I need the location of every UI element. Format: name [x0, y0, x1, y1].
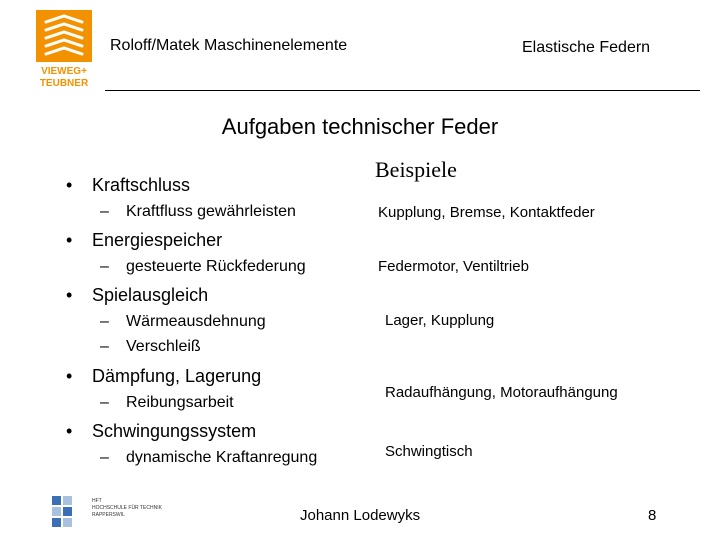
example-5: Schwingtisch [385, 443, 473, 460]
dash-marker: – [100, 203, 109, 220]
header-right-title: Elastische Federn [522, 39, 651, 56]
sub-item-1-1 [100, 203, 296, 221]
bullet-label: Dämpfung, Lagerung [92, 366, 262, 386]
bullet-label: Energiespeicher [92, 230, 223, 250]
bullet-item-4 [66, 366, 261, 387]
sub-item-2-1 [100, 258, 306, 276]
bullet-marker: • [66, 230, 73, 250]
bullet-item-5 [66, 421, 256, 442]
example-4: Radaufhängung, Motoraufhängung [385, 384, 618, 401]
sub-label: Kraftfluss gewährleisten [126, 203, 296, 220]
school-logo [52, 494, 182, 530]
bullet-marker: • [66, 421, 73, 441]
logo-text-2: TEUBNER [39, 78, 89, 89]
examples-heading: Beispiele [375, 157, 457, 182]
bullet-label: Spielausgleich [92, 285, 209, 305]
bullet-label: Kraftschluss [92, 175, 191, 195]
footer-author: Johann Lodewyks [300, 507, 421, 524]
sub-item-3-2 [100, 338, 201, 356]
header-left-title: Roloff/Matek Maschinenelemente [110, 37, 348, 54]
school-logo-line-1: HFT [92, 498, 102, 504]
slide-title: Aufgaben technischer Feder [221, 114, 499, 139]
example-2: Federmotor, Ventiltrieb [378, 258, 529, 275]
bullet-item-1 [66, 175, 190, 196]
bullet-marker: • [66, 175, 73, 195]
logo-text-1: VIEWEG+ [41, 66, 87, 77]
bullet-marker: • [66, 285, 73, 305]
page-number: 8 [648, 507, 657, 524]
bullet-item-2 [66, 230, 222, 251]
bullet-marker: • [66, 366, 73, 386]
sub-item-3-1 [100, 313, 266, 331]
publisher-logo [36, 10, 92, 90]
sub-label: Reibungsarbeit [126, 394, 234, 411]
dash-marker: – [100, 449, 109, 466]
sub-item-4-1 [100, 394, 234, 412]
sub-label: Verschleiß [126, 338, 201, 355]
example-3: Lager, Kupplung [385, 312, 495, 329]
dash-marker: – [100, 258, 109, 275]
dash-marker: – [100, 338, 109, 355]
example-1: Kupplung, Bremse, Kontaktfeder [378, 204, 595, 221]
header-divider [105, 90, 700, 91]
dash-marker: – [100, 394, 109, 411]
school-logo-line-2: HOCHSCHULE FÜR TECHNIK [92, 505, 162, 511]
bullet-label: Schwingungssystem [92, 421, 257, 441]
dash-marker: – [100, 313, 109, 330]
sub-label: gesteuerte Rückfederung [126, 258, 306, 275]
sub-item-5-1 [100, 449, 317, 467]
sub-label: Wärmeausdehnung [126, 313, 266, 330]
bullet-item-3 [66, 285, 208, 306]
school-logo-line-3: RAPPERSWIL [92, 512, 125, 518]
sub-label: dynamische Kraftanregung [126, 449, 318, 466]
